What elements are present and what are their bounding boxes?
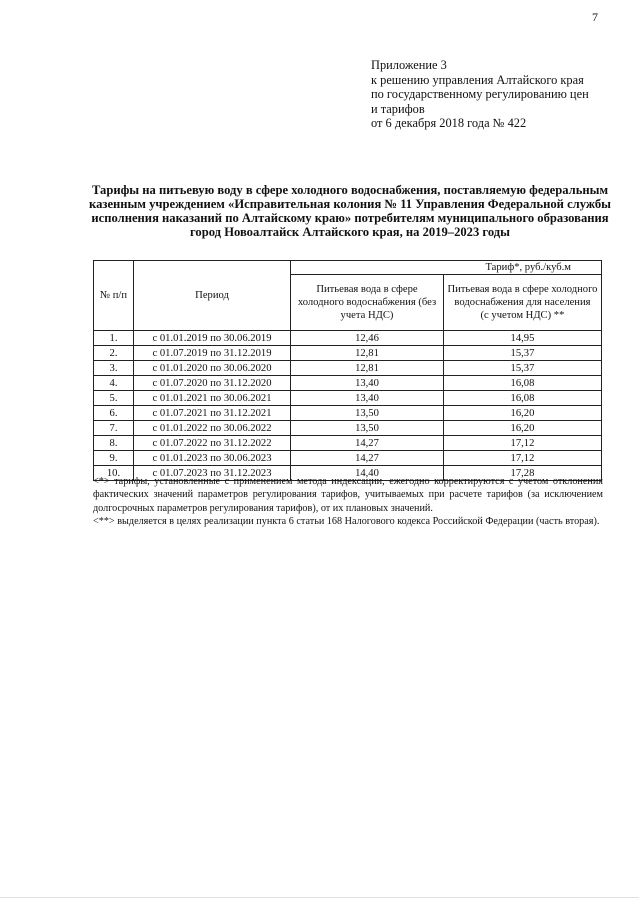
tariff-table-body — [94, 331, 602, 481]
header-col-with-vat — [443, 275, 601, 331]
document-title: Тарифы на питьевую воду в сфере холодного водоснабжения, поставляемую федеральным казенным учреждением «Исправительная колония № 11 Управления Федеральной службы исполнения наказаний по Алтайскому краю» потребителям муниципального образования город Новоалтайск Алтайского края, на 2019–2023 годы — [89, 183, 611, 239]
row-period-cell: с 01.01.2021 по 30.06.2021 — [134, 391, 291, 406]
appendix-line-2: к решению управления Алтайского края — [371, 72, 584, 87]
appendix-block — [371, 58, 589, 131]
footnote-1: <*> тарифы, установленные с применением метода индексации, ежегодно корректируются с учетом отклонения фактических значений параметров регулирования тарифов, учитываемых при расчете тарифов (за исключением долгосрочных параметров регулирования тарифов), от их плановых значений. — [93, 476, 603, 514]
row-tariff-without-vat-cell: 13,50 — [291, 421, 444, 436]
row-number-cell: 9. — [94, 451, 134, 466]
row-tariff-with-vat-cell: 17,12 — [443, 451, 601, 466]
table-row — [94, 406, 602, 421]
table-row — [94, 376, 602, 391]
header-tariff-group: Тариф*, руб./куб.м — [291, 261, 602, 275]
row-tariff-without-vat-cell: 12,81 — [291, 361, 444, 376]
row-period-cell: с 01.01.2023 по 30.06.2023 — [134, 451, 291, 466]
row-tariff-without-vat-cell: 14,40 — [291, 466, 444, 481]
row-tariff-with-vat-cell: 16,08 — [443, 376, 601, 391]
row-period-cell: с 01.07.2022 по 31.12.2022 — [134, 436, 291, 451]
footnote-2: <**> выделяется в целях реализации пункта 6 статьи 168 Налогового кодекса Российской Федерации (часть вторая). — [93, 515, 600, 527]
row-number-cell: 6. — [94, 406, 134, 421]
row-tariff-without-vat-cell: 13,50 — [291, 406, 444, 421]
row-period-cell: с 01.07.2023 по 31.12.2023 — [134, 466, 291, 481]
appendix-line-1: Приложение 3 — [371, 58, 447, 72]
row-number-cell: 10. — [94, 466, 134, 481]
row-tariff-with-vat-cell: 14,95 — [443, 331, 601, 346]
row-period-cell: с 01.07.2020 по 31.12.2020 — [134, 376, 291, 391]
row-tariff-without-vat-cell: 12,81 — [291, 346, 444, 361]
page-number: 7 — [592, 10, 598, 24]
row-tariff-with-vat-cell: 16,20 — [443, 406, 601, 421]
header-col-without-vat: Питьевая вода в сфере холодного водоснабжения (без учета НДС) — [291, 275, 444, 331]
row-number-cell: 2. — [94, 346, 134, 361]
row-number-cell: 4. — [94, 376, 134, 391]
appendix-line-5: от 6 декабря 2018 года № 422 — [371, 116, 527, 131]
table-row — [94, 331, 602, 346]
table-row — [94, 346, 602, 361]
row-period-cell: с 01.01.2020 по 30.06.2020 — [134, 361, 291, 376]
row-period-cell: с 01.01.2019 по 30.06.2019 — [134, 331, 291, 346]
footnotes — [93, 475, 603, 528]
row-tariff-with-vat-cell: 16,08 — [443, 391, 601, 406]
row-number-cell: 8. — [94, 436, 134, 451]
table-row — [94, 436, 602, 451]
row-period-cell: с 01.07.2021 по 31.12.2021 — [134, 406, 291, 421]
row-tariff-with-vat-cell: 15,37 — [443, 346, 601, 361]
row-number-cell: 3. — [94, 361, 134, 376]
scan-edge-line — [0, 897, 639, 898]
table-row — [94, 421, 602, 436]
table-row — [94, 391, 602, 406]
row-tariff-with-vat-cell: 17,28 — [443, 466, 601, 481]
header-period: Период — [134, 261, 291, 331]
table-row — [94, 451, 602, 466]
tariff-table — [93, 260, 602, 481]
header-col-with-vat-main: Питьевая вода в сфере холодного водоснабжения для населения — [447, 284, 598, 308]
row-period-cell: с 01.01.2022 по 30.06.2022 — [134, 421, 291, 436]
row-number-cell: 7. — [94, 421, 134, 436]
row-number-cell: 1. — [94, 331, 134, 346]
row-tariff-with-vat-cell: 16,20 — [443, 421, 601, 436]
appendix-line-4: и тарифов — [371, 101, 425, 116]
header-number: № п/п — [94, 261, 134, 331]
row-tariff-without-vat-cell: 12,46 — [291, 331, 444, 346]
header-col-with-vat-note: (с учетом НДС) ** — [480, 310, 565, 321]
table-row — [94, 361, 602, 376]
row-tariff-without-vat-cell: 14,27 — [291, 451, 444, 466]
row-tariff-with-vat-cell: 15,37 — [443, 361, 601, 376]
row-tariff-without-vat-cell: 13,40 — [291, 391, 444, 406]
row-tariff-without-vat-cell: 14,27 — [291, 436, 444, 451]
appendix-line-3: по государственному регулированию цен — [371, 87, 589, 102]
row-period-cell: с 01.07.2019 по 31.12.2019 — [134, 346, 291, 361]
row-number-cell: 5. — [94, 391, 134, 406]
row-tariff-without-vat-cell: 13,40 — [291, 376, 444, 391]
row-tariff-with-vat-cell: 17,12 — [443, 436, 601, 451]
